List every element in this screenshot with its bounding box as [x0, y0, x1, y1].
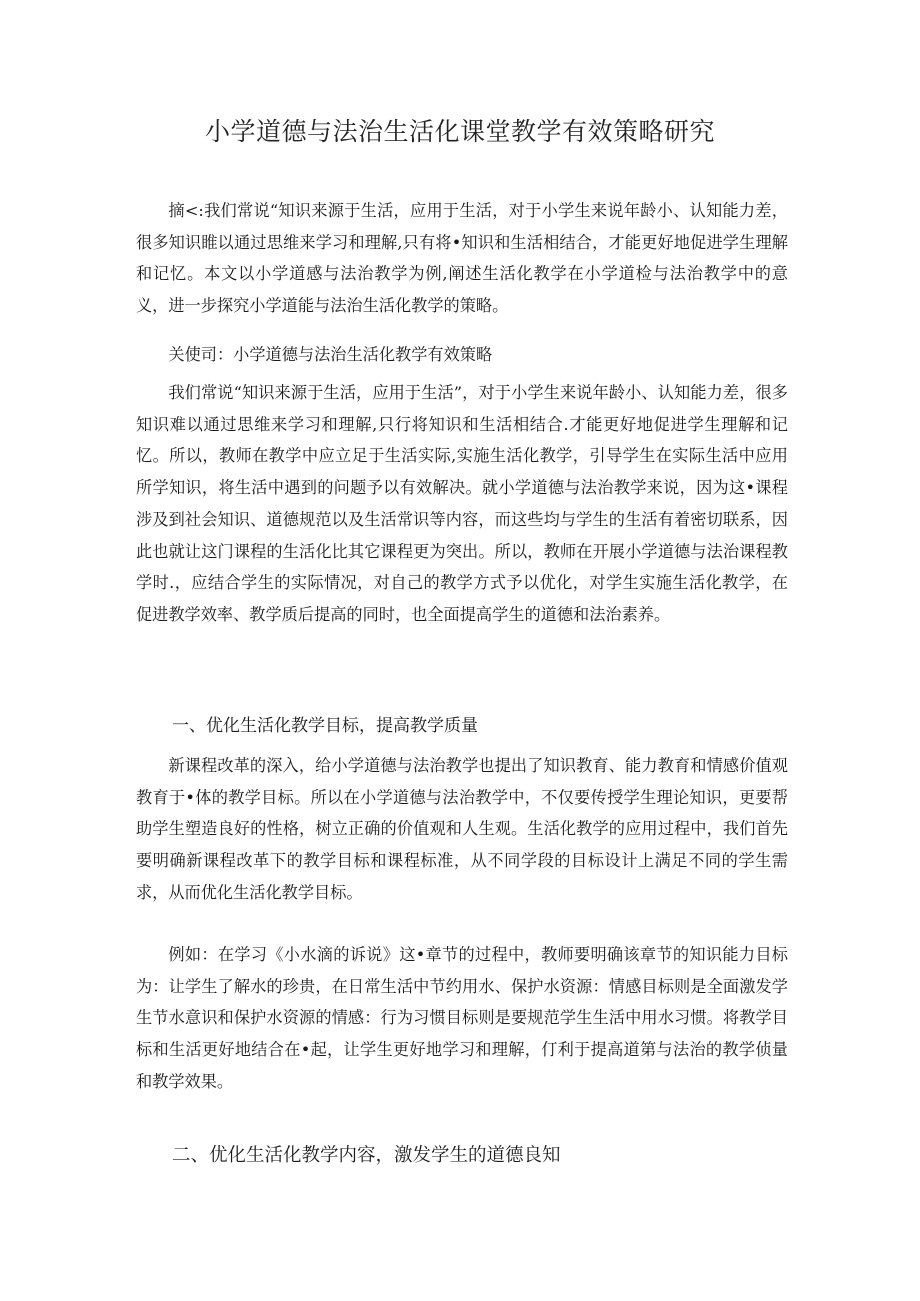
section-1-heading: 一、优化生活化教学目标，提高教学质量: [172, 716, 478, 736]
abstract-paragraph: 摘<:我们常说“知识来源于生活，应用于生活，对于小学生来说年龄小、认知能力差，很多知识睢以通过思维来学习和理解,只有将•知识和生活相结合，才能更好地促进学生理解和记忆。本文以小学道感与法治教学为例,阐述生活化教学在小学道检与法治教学中的意义，进一步探究小学道能与法治生活化教学的策略。: [136, 201, 788, 316]
intro-paragraph: 我们常说“知识来源于生活，应用于生活”，对于小学生来说年龄小、认知能力差，很多知识难以通过思维来学习和理解,只行将知识和生活相结合.才能更好地促进学生理解和记忆。所以，教师在教学中应立足于生活实际,实施生活化教学，引导学生在实际生活中应用所学知识，将生活中遇到的问题予以有效解决。就小学道德与法治教学来说，因为这•课程涉及到社会知识、道德规范以及生活常识等内容，而这些均与学生的生活有着密切联系，因此也就让这门课程的生活化比其它课程更为突出。所以，教师在开展小学道德与法治课程教学时.，应结合学生的实际情况，对自己的教学方式予以优化，对学生实施生活化教学，在促进教学效率、教学质后提高的同时，也全面提高学生的道德和法治素养。: [136, 383, 788, 624]
section-1-paragraph-2: 例如：在学习《小水滴的诉说》这•章节的过程中，教师要明确该章节的知识能力目标为：让学生了解水的珍贵，在日常生活中节约用水、保护水资源：情感目标则是全面激发学生节水意识和保护水资源的情感：行为习惯目标则是要规范学生生活中用水习惯。将教学目标和生活更好地结合在•起，让学生更好地学习和理解，仃利于提高道第与法治的教学侦量和教学效果。: [136, 945, 788, 1091]
section-2-heading: 二、优化生活化教学内容，激发学生的道德良知: [172, 1145, 561, 1166]
document-title: 小学道德与法治生活化课堂教学有效策略研究: [204, 117, 715, 146]
keywords-line: 关使司：小学道德与法治生活化教学有效策略: [168, 345, 493, 364]
section-1-paragraph-1: 新课程改革的深入，给小学道德与法治教学也提出了知识教育、能力教育和情感价值观教育于•体的教学目标。所以在小学道德与法治教学中，不仅要传授学生理论知识，更要帮助学生塑造良好的性格，树立正确的价值观和人生观。生活化教学的应用过程中，我们首先要明确新课程改革下的教学目标和课程标准，从不同学段的目标设计上满足不同的学生需求，从而优化生活化教学目标。: [136, 756, 788, 902]
